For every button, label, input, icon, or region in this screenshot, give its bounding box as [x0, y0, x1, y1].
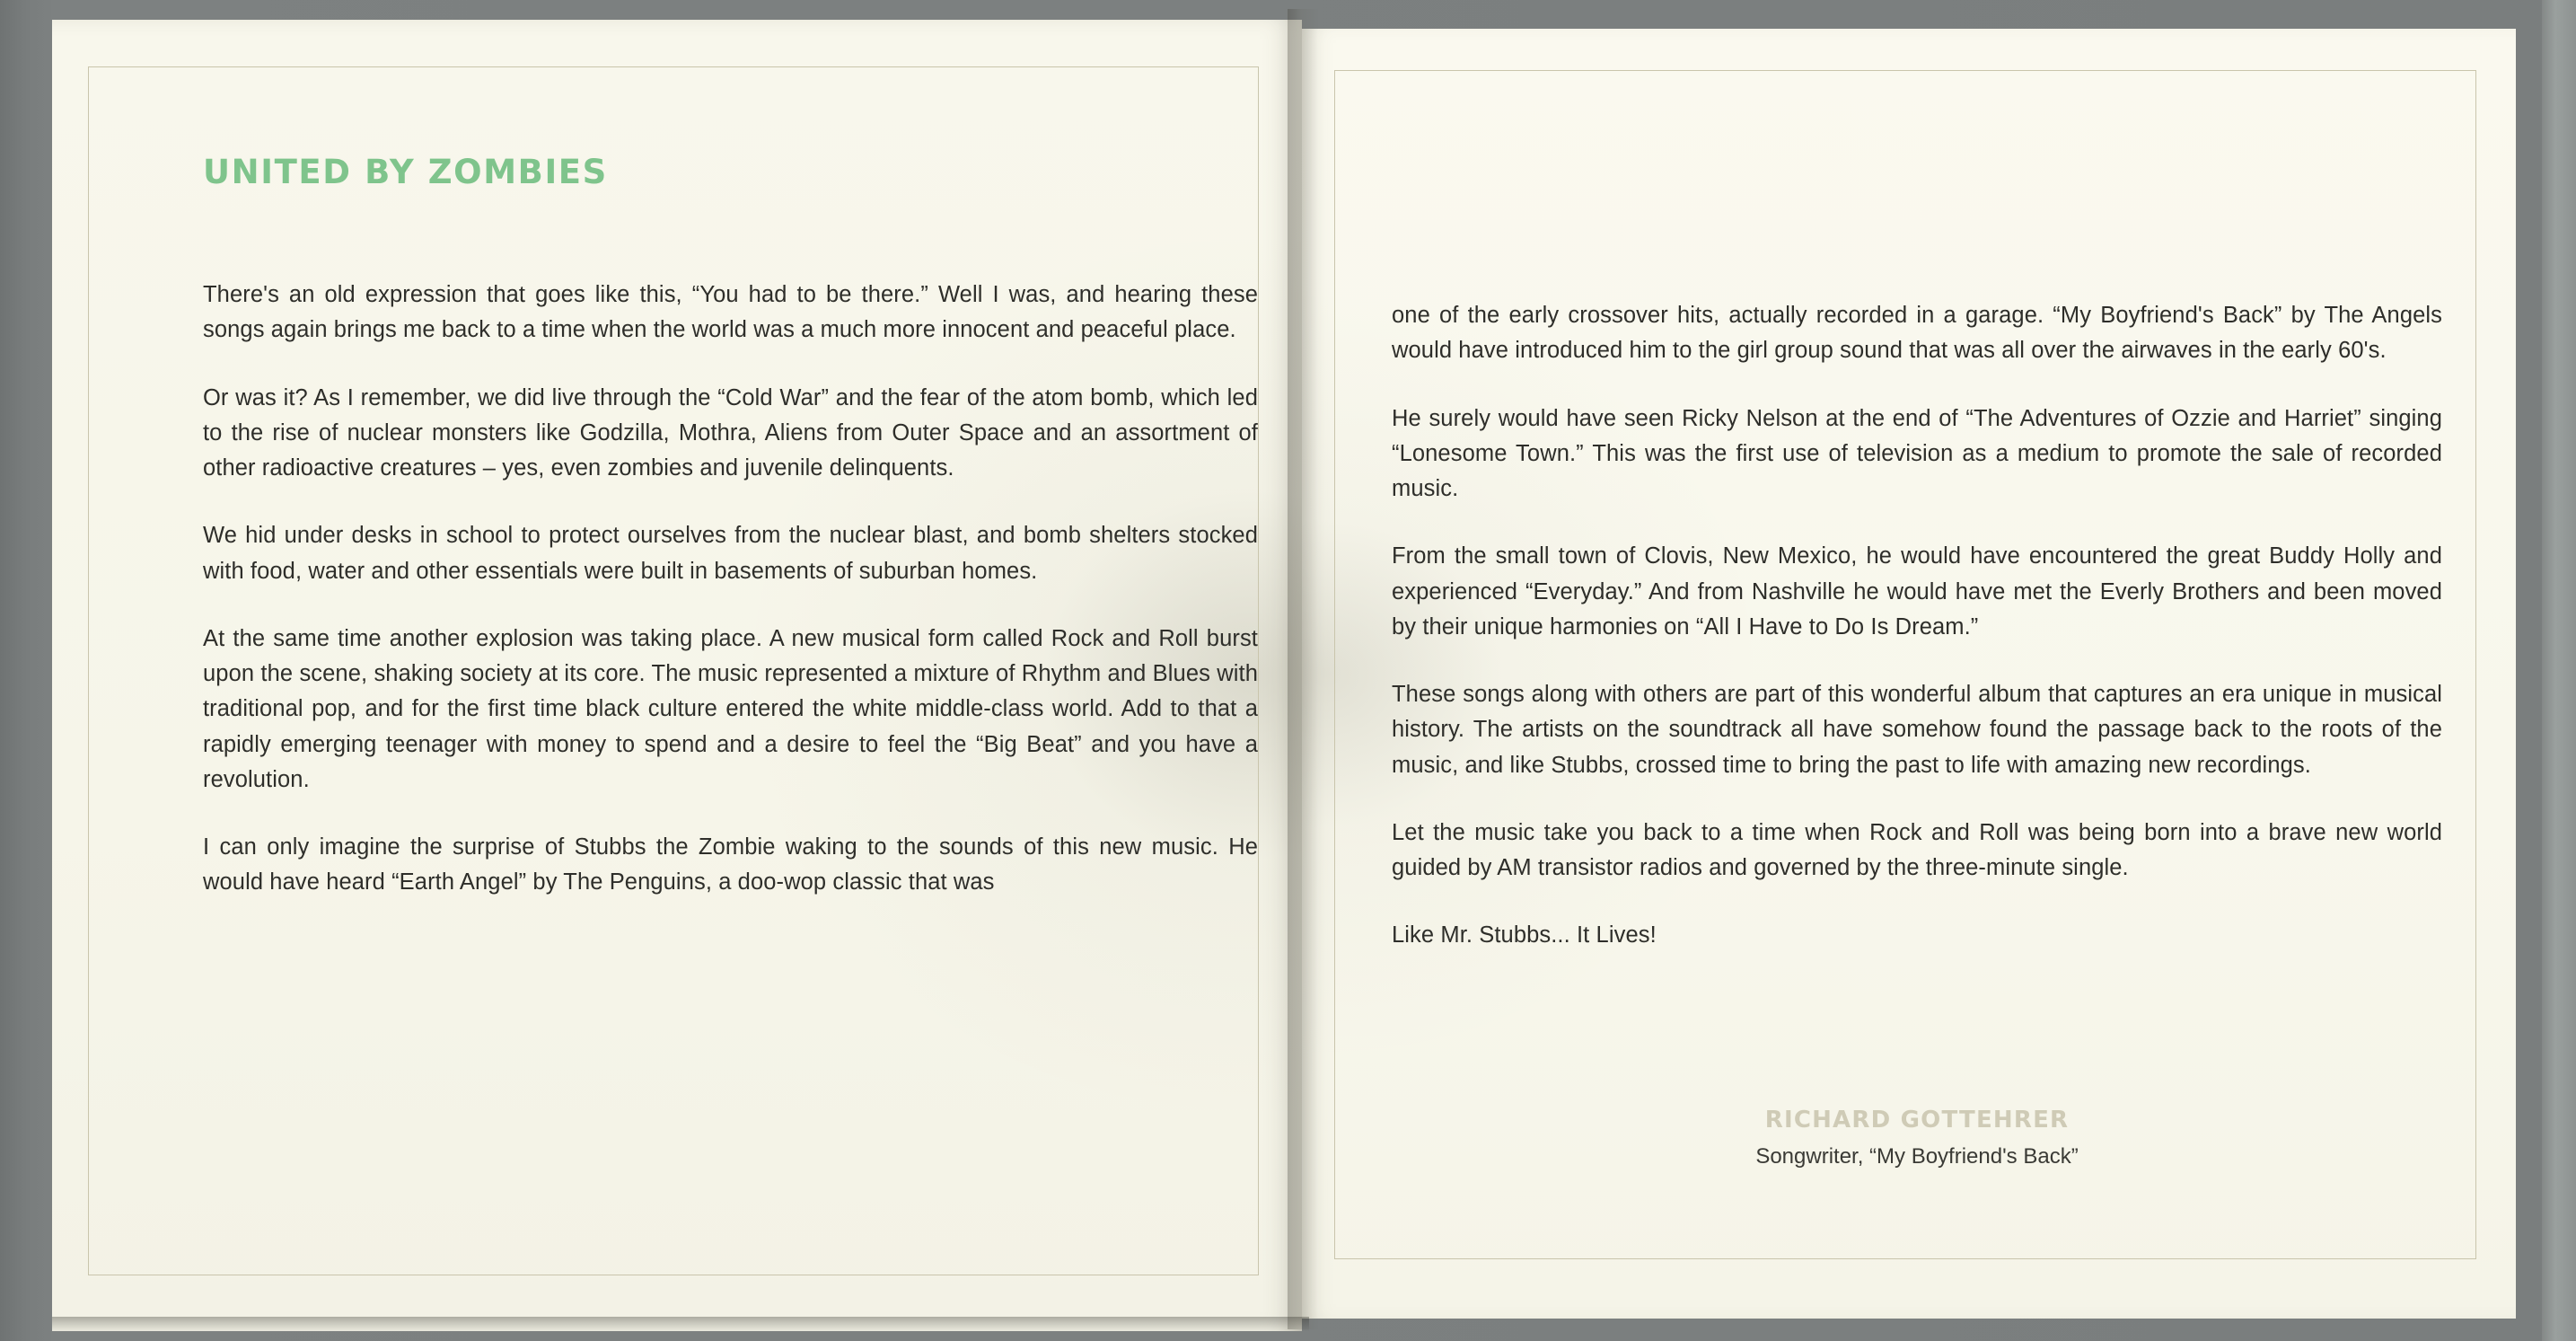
right-paragraph-3: From the small town of Clovis, New Mexico, he would have encountered the great Buddy Holly and experienced “Everyday.” And from Nashville he would have met the Everly Brothers and been moved by their unique harmonies on “All I Have to Do Is Dream.”: [1392, 543, 2442, 640]
signature-role: Songwriter, “My Boyfriend's Back”: [1755, 1144, 2079, 1169]
right-paragraph-6: Like Mr. Stubbs... It Lives!: [1392, 922, 1657, 948]
left-paragraph-1: There's an old expression that goes like this, “You had to be there.” Well I was, and hearing these songs again brings me back to a time when the world was a much more innocent and peaceful place.: [203, 282, 1258, 343]
right-paragraph-2: He surely would have seen Ricky Nelson at the end of “The Adventures of Ozzie and Harriet” singing “Lonesome Town.” This was the first use of television as a medium to promote the sale of recorded music.: [1392, 405, 2442, 502]
signature-block: [1392, 1107, 2442, 1169]
left-paragraph-2: Or was it? As I remember, we did live through the “Cold War” and the fear of the atom bomb, which led to the rise of nuclear monsters like Godzilla, Mothra, Aliens from Outer Space and an assortment of other radioactive creatures – yes, even zombies and juvenile delinquents.: [203, 384, 1258, 481]
left-paragraph-3: We hid under desks in school to protect ourselves from the nuclear blast, and bomb shelters stocked with food, water and other essentials were built in basements of suburban homes.: [203, 523, 1258, 584]
booklet-page-left: [52, 20, 1302, 1331]
signature-name: RICHARD GOTTEHRER: [1764, 1107, 2070, 1134]
right-paragraph-4: These songs along with others are part of this wonderful album that captures an era unique in musical history. The artists on the soundtrack all have somehow found the passage back to the roots of the music, and like Stubbs, crossed time to bring the past to life with amazing new recordings.: [1392, 682, 2442, 778]
right-paragraph-5: Let the music take you back to a time when Rock and Roll was being born into a brave new world guided by AM transistor radios and governed by the three-minute single.: [1392, 819, 2442, 881]
right-paragraph-1: one of the early crossover hits, actually recorded in a garage. “My Boyfriend's Back” by The Angels would have introduced him to the girl group sound that was all over the airwaves in the early 60's.: [1392, 303, 2442, 364]
scan-right-edge: [2542, 0, 2576, 1341]
booklet-page-right: [1302, 29, 2516, 1319]
left-paragraph-4: At the same time another explosion was taking place. A new musical form called Rock and Roll burst upon the scene, shaking society at its core. The music represented a mixture of Rhythm and Blues with traditional pop, and for the first time black culture entered the white middle-class world. Add to that a rapidly emerging teenager with money to spend and a desire to feel the “Big Beat” and you have a revolution.: [203, 625, 1258, 792]
page-right-content: [1392, 298, 2442, 954]
cd-booklet-spread: [52, 9, 2523, 1329]
page-title: UNITED BY ZOMBIES: [203, 153, 608, 191]
page-left-content: [203, 153, 1258, 901]
left-paragraph-5: I can only imagine the surprise of Stubbs the Zombie waking to the sounds of this new music. He would have heard “Earth Angel” by The Penguins, a doo-wop classic that was: [203, 834, 1258, 895]
